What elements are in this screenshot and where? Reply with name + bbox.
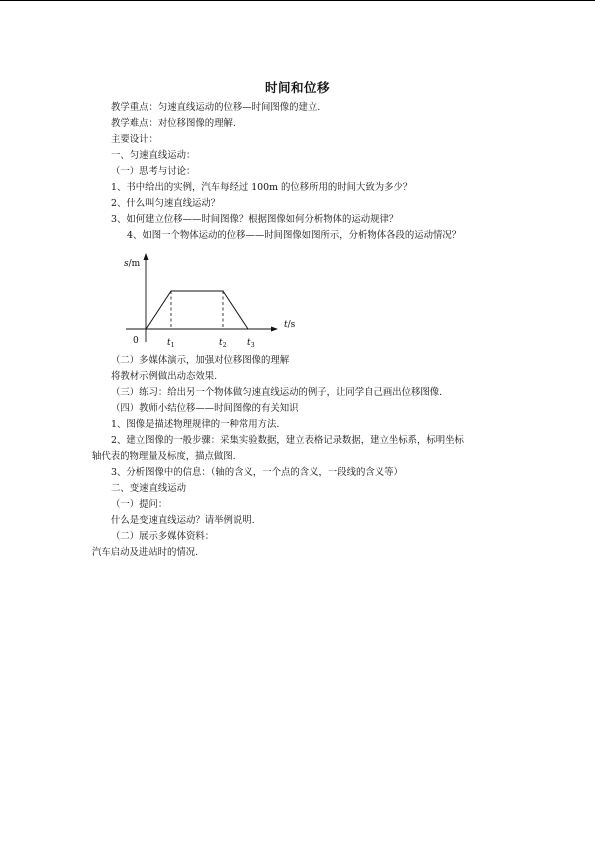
text-line: 1、书中给出的实例，汽车每经过 100m 的位移所用的时间大致为多少？: [111, 182, 413, 193]
x-axis-arrow-icon: [271, 327, 278, 332]
origin-label: 0: [133, 336, 139, 346]
text-line: （一）提问：: [111, 499, 168, 510]
y-axis-label: s/m: [124, 259, 141, 269]
text-line: 轴代表的物理量及标度，描点做图.: [92, 451, 236, 462]
text-line: （三）练习：给出另一个物体做匀速直线运动的例子，让同学自己画出位移图像.: [111, 387, 443, 398]
text-line: 教学难点：对位移图像的理解.: [111, 118, 236, 129]
text-line: （二）展示多媒体资料：: [111, 531, 215, 542]
text-line: 3、如何建立位移——时间图像？根据图像如何分析物体的运动规律？: [111, 214, 399, 225]
top-rule: [0, 0, 595, 1]
text-line: 3、分析图像中的信息：（轴的含义，一个点的含义，一段线的含义等）: [111, 467, 403, 478]
text-line: （四）教师小结位移——时间图像的有关知识: [111, 403, 299, 414]
text-line: 什么是变速直线运动？请举例说明.: [111, 515, 255, 526]
text-line: （二）多媒体演示，加强对位移图像的理解: [111, 355, 290, 366]
text-line: 将教材示例做出动态效果.: [111, 371, 218, 382]
displacement-curve: [146, 291, 248, 329]
x-axis-label: t/s: [284, 320, 296, 330]
tick-label-t2: $t_2$: [219, 338, 227, 349]
displacement-time-graph: [118, 250, 318, 350]
text-line: （一）思考与讨论：: [111, 166, 196, 177]
text-line: 2、什么叫匀速直线运动？: [111, 198, 221, 209]
text-line: 主要设计：: [111, 134, 158, 145]
tick-label-t1: $t_1$: [167, 338, 175, 349]
text-line: 一、匀速直线运动：: [111, 150, 196, 161]
text-line: 汽车启动及进站时的情况.: [92, 547, 199, 558]
text-line: 教学重点：匀速直线运动的位移—时间图像的建立.: [111, 102, 321, 113]
page-title: 时间和位移: [264, 80, 330, 95]
text-line: 4、如图一个物体运动的位移——时间图像如图所示，分析物体各段的运动情况？: [127, 230, 462, 241]
text-line: 2、建立图像的一般步骤：采集实验数据，建立表格记录数据，建立坐标系，标明坐标: [111, 435, 464, 446]
tick-label-t3: $t_3$: [247, 338, 255, 349]
y-axis-arrow-icon: [144, 253, 149, 260]
text-line: 二、变速直线运动: [111, 483, 187, 494]
text-line: 1、图像是描述物理规律的一种常用方法.: [111, 419, 280, 430]
